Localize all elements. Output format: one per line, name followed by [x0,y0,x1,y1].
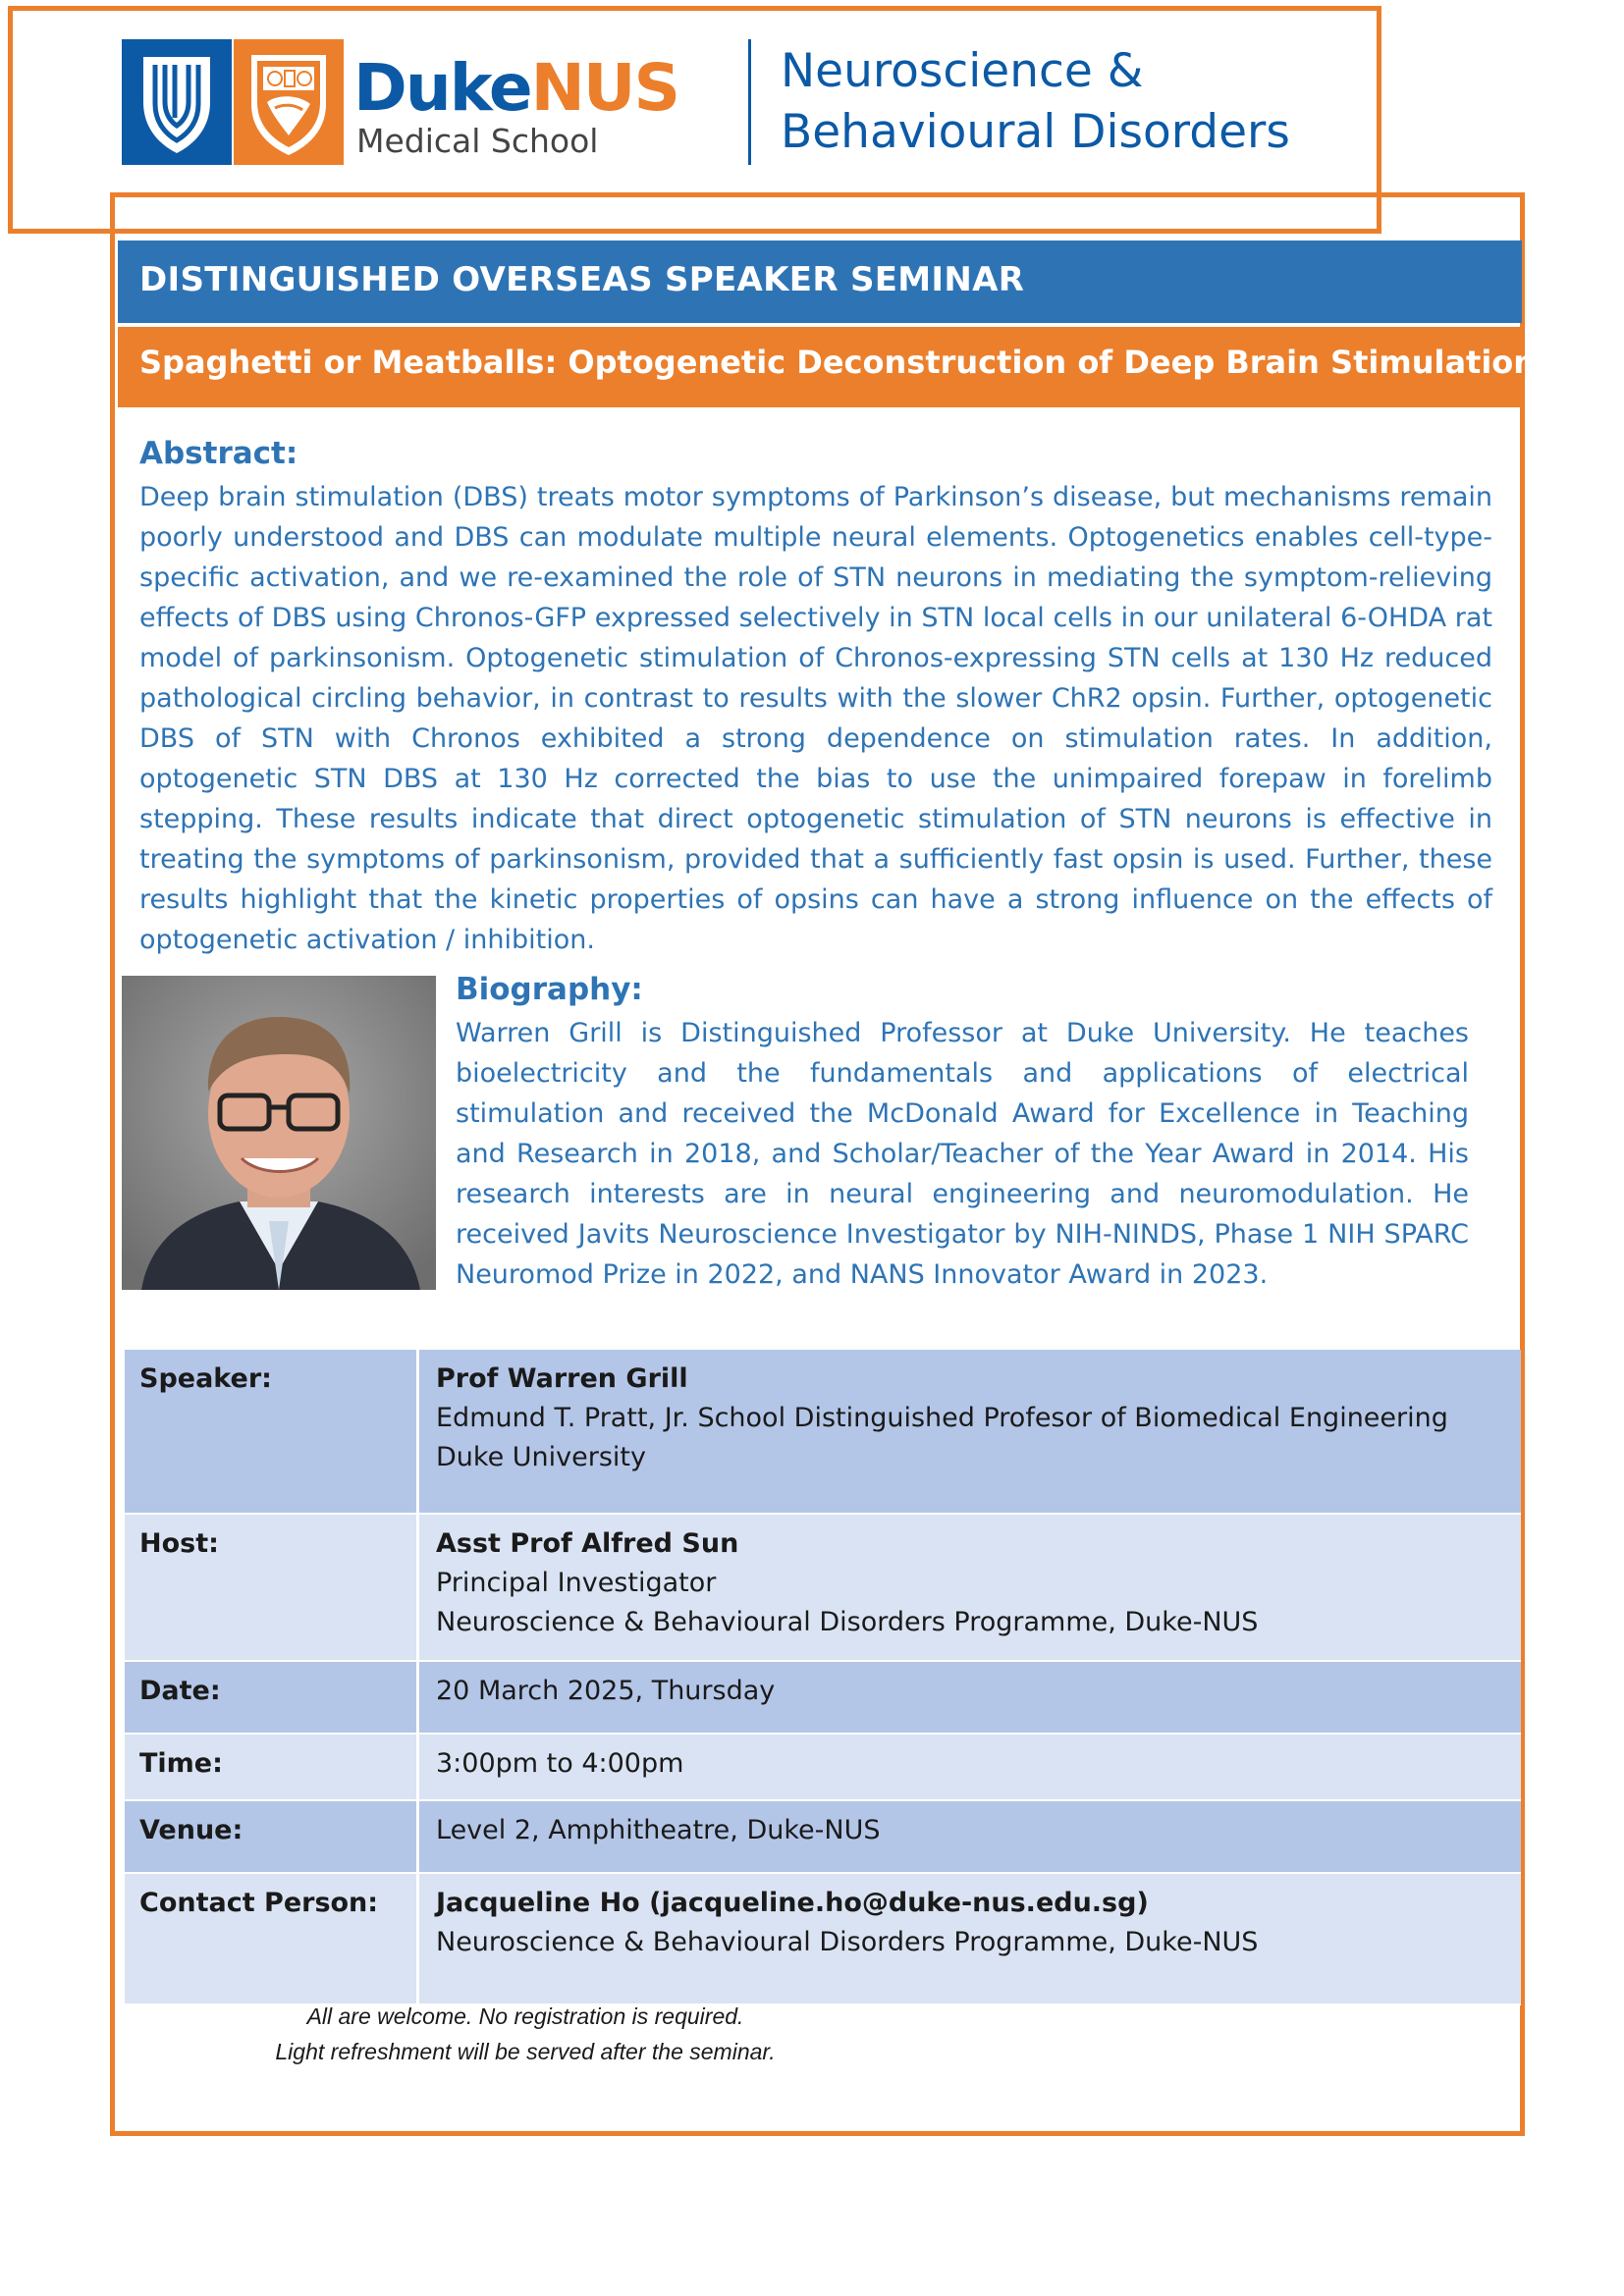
date-value: 20 March 2025, Thursday [436,1676,776,1706]
programme-title [781,41,1290,163]
time-value: 3:00pm to 4:00pm [436,1748,684,1779]
venue-label: Venue: [125,1801,419,1872]
brand-duke-text: Duke [353,50,531,126]
contact-affiliation: Neuroscience & Behavioural Disorders Programme, Duke-NUS [436,1927,1259,1957]
host-row [125,1515,1521,1662]
contact-label: Contact Person: [125,1874,419,2003]
abstract-text: Deep brain stimulation (DBS) treats motor symptoms of Parkinson’s disease, but mechanisms remain poorly understood and DBS can modulate multiple neural elements. Optogenetics enables cell-type-specific activation, and we re-examined the role of STN neurons in mediating the symptom-relieving effects of DBS using Chronos-GFP expressed selectively in STN local cells in our unilateral 6-OHDA rat model of parkinsonism. Optogenetic stimulation of Chronos-expressing STN cells at 130 Hz reduced pathological circling behavior, in contrast to results with the slower ChR2 opsin. Further, optogenetic DBS of STN with Chronos exhibited a strong dependence on stimulation rates. In addition, optogenetic STN DBS at 130 Hz corrected the bias to use the unimpaired forepaw in forelimb stepping. These results indicate that direct optogenetic stimulation of STN neurons is effective in treating the symptoms of parkinsonism, provided that a sufficiently fast opsin is used. Further, these results highlight that the kinetic properties of opsins can have a strong influence on the effects of optogenetic activation / inhibition. [139,482,1492,955]
host-affiliation: Neuroscience & Behavioural Disorders Programme, Duke-NUS [436,1607,1259,1637]
date-label: Date: [125,1662,419,1733]
brand-nus-text: NUS [530,50,679,126]
seminar-details-table [125,1350,1521,2005]
talk-title: Spaghetti or Meatballs: Optogenetic Deconstruction of Deep Brain Stimulation [139,344,1537,381]
speaker-photo [122,976,436,1290]
abstract-heading: Abstract: [139,436,298,471]
contact-row [125,1874,1521,2005]
host-name: Asst Prof Alfred Sun [436,1528,739,1559]
speaker-value [419,1350,1521,1513]
venue-value: Level 2, Amphitheatre, Duke-NUS [436,1815,881,1845]
speaker-label: Speaker: [125,1350,419,1513]
contact-name-email: Jacqueline Ho (jacqueline.ho@duke-nus.edu.sg) [436,1888,1149,1918]
date-row [125,1662,1521,1735]
programme-title-line1: Neuroscience & [781,44,1144,98]
time-row [125,1735,1521,1801]
nus-crest-logo-icon [234,39,344,165]
speaker-affiliation: Duke University [436,1442,646,1472]
contact-value [419,1874,1521,2003]
host-value [419,1515,1521,1660]
host-position: Principal Investigator [436,1568,717,1598]
programme-title-line2: Behavioural Disorders [781,105,1290,159]
footer-line-welcome: All are welcome. No registration is required. [306,2003,744,2029]
header-divider [748,39,751,165]
biography-heading: Biography: [456,972,643,1007]
footer-line-refreshment: Light refreshment will be served after the seminar. [275,2039,776,2064]
speaker-position: Edmund T. Pratt, Jr. School Distinguished Profesor of Biomedical Engineering [436,1403,1448,1433]
speaker-row [125,1350,1521,1515]
footer-note [125,1999,1624,2069]
host-label: Host: [125,1515,419,1660]
brand-subtitle: Medical School [356,122,599,160]
duke-nus-wordmark [353,50,679,160]
speaker-name: Prof Warren Grill [436,1363,688,1394]
time-label: Time: [125,1735,419,1799]
venue-row [125,1801,1521,1874]
series-title: DISTINGUISHED OVERSEAS SPEAKER SEMINAR [139,260,1025,299]
duke-shield-logo-icon [122,39,232,165]
biography-text: Warren Grill is Distinguished Professor at Duke University. He teaches bioelectricity and the fundamentals and applications of electrical stimulation and received the McDonald Award for Excellence in Teaching and Research in 2018, and Scholar/Teacher of the Year Award in 2014. His research interests are in neural engineering and neuromodulation. He received Javits Neuroscience Investigator by NIH-NINDS, Phase 1 NIH SPARC Neuromod Prize in 2022, and NANS Innovator Award in 2023. [456,1018,1469,1290]
